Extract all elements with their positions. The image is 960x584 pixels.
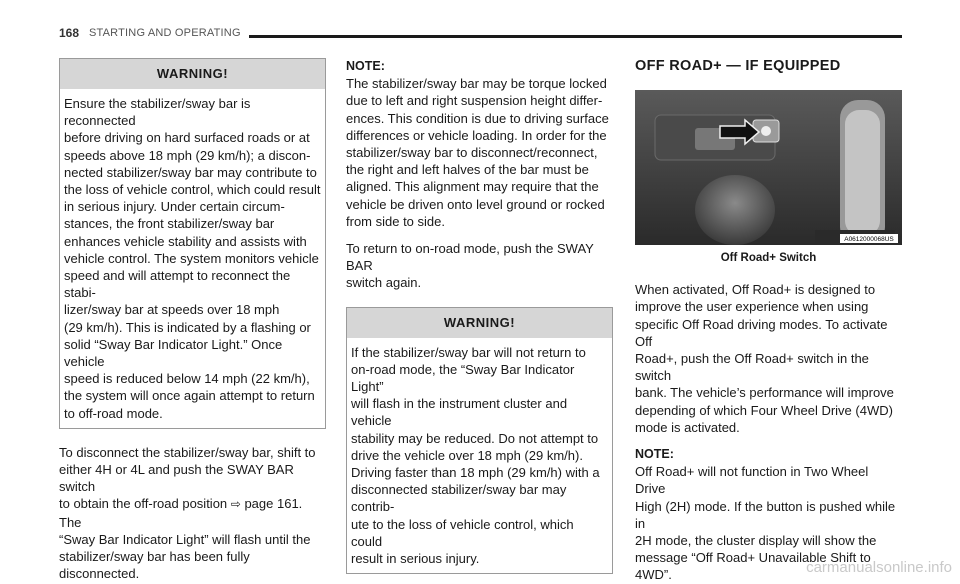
- note-line: 2H mode, the cluster display will show the: [635, 533, 877, 549]
- paragraph-line: Road+, push the Off Road+ switch in the switch: [635, 351, 869, 384]
- page-header: [59, 26, 902, 42]
- warning-line: will flash in the instrument cluster and vehicle: [351, 396, 568, 429]
- middle-column: [346, 58, 613, 574]
- warning-box-middle: [346, 307, 613, 575]
- header-rule: [249, 35, 902, 38]
- image-code: A0612000068US: [844, 236, 894, 243]
- warning-line: to off-road mode.: [64, 405, 163, 421]
- warning-line: disconnected stabilizer/sway bar may contrib-: [351, 482, 567, 515]
- warning-line: stances, the front stabilizer/sway bar: [64, 216, 275, 232]
- note-line: The stabilizer/sway bar may be torque locked: [346, 76, 607, 92]
- warning-line: speed and will attempt to reconnect the stabi-: [64, 268, 291, 301]
- note-line: due to left and right suspension height differ-: [346, 93, 603, 109]
- paragraph-line: switch again.: [346, 275, 422, 291]
- warning-line: drive the vehicle over 18 mph (29 km/h).: [351, 447, 583, 463]
- warning-line: lizer/sway bar at speeds over 18 mph: [64, 302, 280, 318]
- warning-line: the system will once again attempt to return: [64, 388, 315, 404]
- warning-body: [347, 338, 612, 574]
- warning-line: before driving on hard surfaced roads or at: [64, 130, 310, 146]
- warning-title: WARNING!: [60, 59, 325, 89]
- paragraph-line: either 4H or 4L and push the SWAY BAR switch: [59, 462, 294, 495]
- paragraph-line: To return to on-road mode, push the SWAY BAR: [346, 241, 594, 274]
- note-body: [346, 75, 613, 230]
- paragraph-line: disconnected.: [59, 566, 140, 582]
- warning-line: result in serious injury.: [351, 551, 480, 567]
- warning-line: speed is reduced below 14 mph (22 km/h),: [64, 371, 310, 387]
- warning-line: Driving faster than 18 mph (29 km/h) with a: [351, 465, 600, 481]
- warning-line: Ensure the stabilizer/sway bar is reconnected: [64, 96, 251, 129]
- off-road-paragraph: [635, 281, 902, 436]
- paragraph-line: When activated, Off Road+ is designed to: [635, 282, 876, 298]
- note-line: Off Road+ will not function in Two Wheel Drive: [635, 464, 869, 497]
- paragraph-line: bank. The vehicle’s performance will improve: [635, 385, 894, 401]
- page-reference-link[interactable]: page 161. The: [59, 496, 303, 530]
- warning-title: WARNING!: [347, 308, 612, 338]
- note-line: the right and left halves of the bar must be: [346, 162, 589, 178]
- switch-illustration: [635, 90, 902, 245]
- note-line: differences or vehicle loading. In order for the: [346, 127, 607, 143]
- watermark: carmanualsonline.info: [806, 559, 952, 576]
- left-column: [59, 58, 326, 582]
- paragraph-line: [59, 495, 326, 530]
- note-line: vehicle be driven onto level ground or rocked: [346, 196, 605, 212]
- note-line: stabilizer/sway bar to disconnect/reconnect,: [346, 145, 598, 161]
- off-road-switch-photo: [635, 90, 902, 245]
- warning-line: vehicle control. The system monitors vehicle: [64, 250, 319, 266]
- paragraph-line: mode is activated.: [635, 419, 740, 435]
- paragraph-line: “Sway Bar Indicator Light” will flash until the: [59, 531, 311, 547]
- paragraph-text: to obtain the off-road position: [59, 496, 231, 512]
- note-line: message “Off Road+ Unavailable Shift to 4WD”.: [635, 550, 871, 583]
- warning-line: the loss of vehicle control, which could result: [64, 182, 321, 198]
- page-ref-arrow-icon: ⇨: [230, 497, 241, 512]
- warning-line: solid “Sway Bar Indicator Light.” Once vehicle: [64, 336, 283, 370]
- note-label: NOTE:: [346, 59, 385, 73]
- note-line: ences. This condition is due to driving surface: [346, 110, 609, 126]
- warning-body: [60, 89, 325, 428]
- section-heading: OFF ROAD+ — IF EQUIPPED: [635, 58, 841, 74]
- warning-line: enhances vehicle stability and assists with: [64, 233, 307, 249]
- right-column: [635, 58, 902, 75]
- warning-line: on-road mode, the “Sway Bar Indicator Light”: [351, 361, 575, 395]
- paragraph-line: improve the user experience when using: [635, 299, 869, 315]
- paragraph-line: To disconnect the stabilizer/sway bar, shift to: [59, 444, 316, 460]
- note-line: from side to side.: [346, 213, 445, 229]
- figure-caption: Off Road+ Switch: [720, 252, 817, 264]
- warning-box-left: [59, 58, 326, 429]
- right-column-lower: [635, 250, 902, 584]
- page-number: 168: [59, 26, 80, 40]
- disconnect-paragraph: [59, 444, 326, 583]
- paragraph-line: specific Off Road driving modes. To activate Off: [635, 316, 888, 349]
- warning-line: ute to the loss of vehicle control, which could: [351, 516, 574, 549]
- warning-line: nected stabilizer/sway bar may contribute to: [64, 164, 317, 180]
- warning-line: stability may be reduced. Do not attempt to: [351, 430, 599, 446]
- warning-line: speeds above 18 mph (29 km/h); a discon-: [64, 147, 311, 163]
- warning-line: (29 km/h). This is indicated by a flashing or: [64, 319, 311, 335]
- warning-line: If the stabilizer/sway bar will not return to: [351, 344, 586, 360]
- paragraph-line: depending of which Four Wheel Drive (4WD): [635, 402, 893, 418]
- warning-line: in serious injury. Under certain circum-: [64, 199, 285, 215]
- return-paragraph: [346, 240, 613, 292]
- note-line: High (2H) mode. If the button is pushed while in: [635, 498, 896, 531]
- note-line: aligned. This alignment may require that the: [346, 179, 599, 195]
- section-title: STARTING AND OPERATING: [89, 27, 241, 39]
- paragraph-line: stabilizer/sway bar has been fully: [59, 549, 250, 565]
- note-label: NOTE:: [635, 447, 674, 462]
